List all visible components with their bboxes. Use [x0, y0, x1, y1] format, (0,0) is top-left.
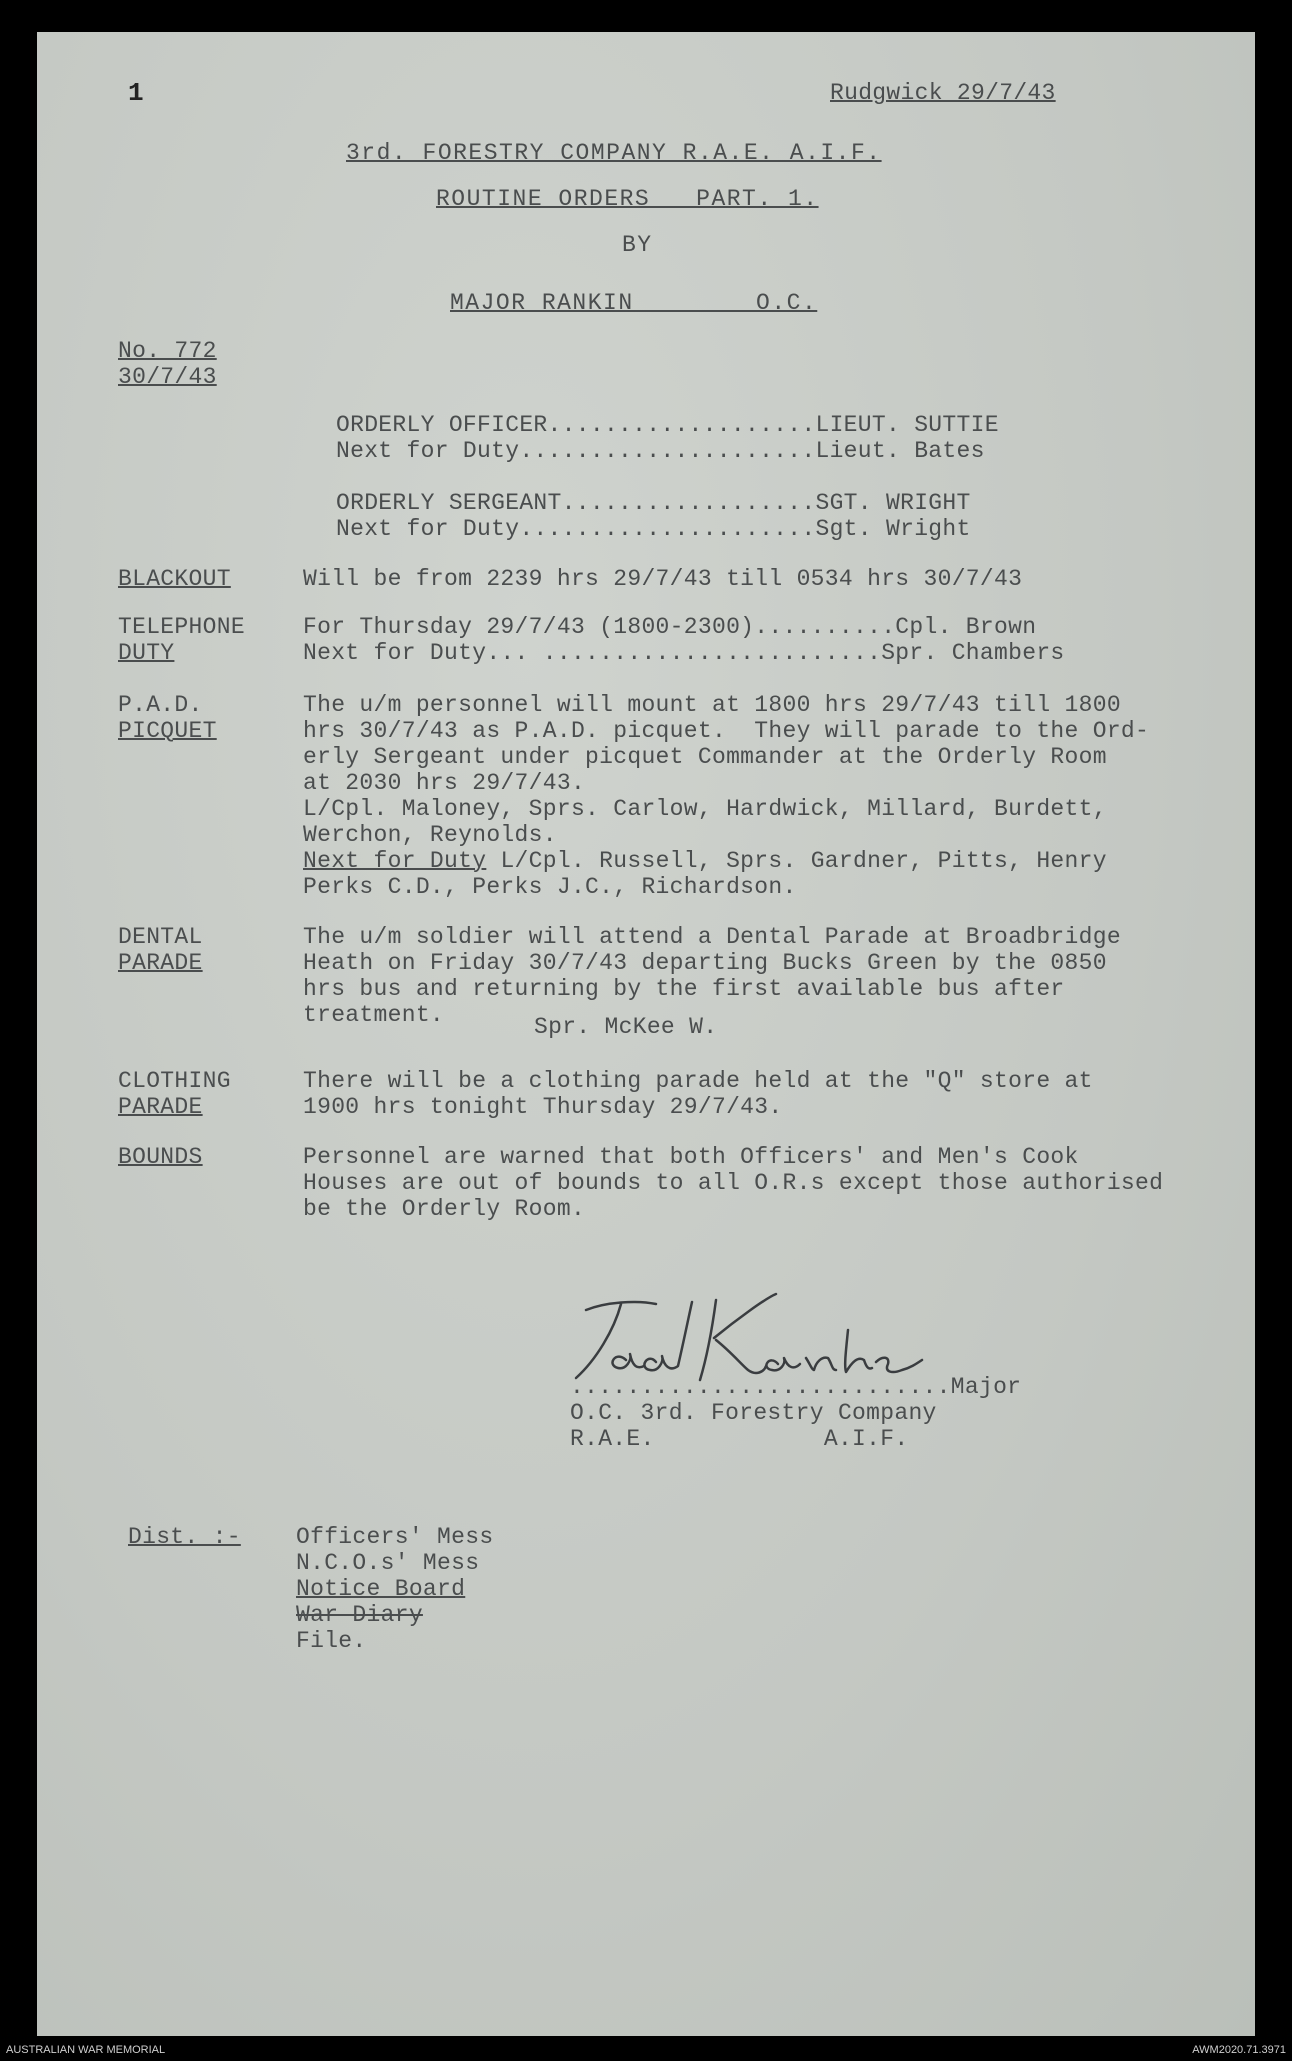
page-mark: 1 [128, 78, 144, 108]
bounds-line-3: be the Orderly Room. [303, 1196, 586, 1222]
pad-next-for-duty [303, 848, 1107, 874]
signature-role: O.C. 3rd. Forestry Company [570, 1400, 937, 1426]
signature-units: R.A.E. A.I.F. [570, 1426, 909, 1452]
section-label-dental: DENTAL [118, 924, 203, 950]
bounds-line-2: Houses are out of bounds to all O.R.s except those authorised [303, 1170, 1164, 1196]
section-label-parade: PARADE [118, 950, 203, 976]
pad-line-6: Werchon, Reynolds. [303, 822, 557, 848]
pad-next-text: L/Cpl. Russell, Sprs. Gardner, Pitts, Henry [486, 848, 1107, 874]
section-label-telephone: TELEPHONE [118, 614, 245, 640]
dental-line-4: treatment. [303, 1002, 445, 1028]
dist-item-officers-mess: Officers' Mess [296, 1524, 494, 1550]
pad-line-5: L/Cpl. Maloney, Sprs. Carlow, Hardwick, Millard, Burdett, [303, 796, 1107, 822]
dist-item-notice-board: Notice Board [296, 1576, 466, 1602]
telephone-line-2: Next for Duty... ........................Spr. Chambers [303, 640, 1065, 666]
pad-line-3: erly Sergeant under picquet Commander at the Orderly Room [303, 744, 1107, 770]
section-label-clothing: CLOTHING [118, 1068, 231, 1094]
dental-line-2: Heath on Friday 30/7/43 departing Bucks Green by the 0850 [303, 950, 1107, 976]
telephone-line-1: For Thursday 29/7/43 (1800-2300)..........Cpl. Brown [303, 614, 1037, 640]
order-date: 30/7/43 [118, 364, 217, 390]
heading-routine-orders: ROUTINE ORDERS PART. 1. [436, 186, 819, 212]
signature-line: ...........................Major [570, 1374, 1022, 1400]
footer-archive-id: AWM2020.71.3971 [1192, 2044, 1286, 2056]
dist-item-ncos-mess: N.C.O.s' Mess [296, 1550, 480, 1576]
pad-line-1: The u/m personnel will mount at 1800 hrs 29/7/43 till 1800 [303, 692, 1121, 718]
dental-line-1: The u/m soldier will attend a Dental Parade at Broadbridge [303, 924, 1121, 950]
duty-orderly-officer: ORDERLY OFFICER...................LIEUT. SUTTIE [336, 412, 999, 438]
dist-item-war-diary: War Diary [296, 1602, 423, 1628]
dental-line-3: hrs bus and returning by the first available bus after [303, 976, 1065, 1002]
section-label-blackout: BLACKOUT [118, 566, 231, 592]
footer-archive-name: AUSTRALIAN WAR MEMORIAL [6, 2044, 166, 2056]
section-label-duty: DUTY [118, 640, 175, 666]
pad-line-4: at 2030 hrs 29/7/43. [303, 770, 586, 796]
heading-by: BY [622, 232, 653, 258]
place-date: Rudgwick 29/7/43 [830, 80, 1056, 106]
pad-next-line-2: Perks C.D., Perks J.C., Richardson. [303, 874, 797, 900]
clothing-line-1: There will be a clothing parade held at the "Q" store at [303, 1068, 1093, 1094]
dist-item-file: File. [296, 1628, 367, 1654]
duty-orderly-sergeant: ORDERLY SERGEANT..................SGT. WRIGHT [336, 490, 971, 516]
heading-company: 3rd. FORESTRY COMPANY R.A.E. A.I.F. [346, 140, 882, 166]
clothing-line-2: 1900 hrs tonight Thursday 29/7/43. [303, 1094, 783, 1120]
section-label-bounds: BOUNDS [118, 1144, 203, 1170]
pad-line-2: hrs 30/7/43 as P.A.D. picquet. They will parade to the Ord- [303, 718, 1150, 744]
distribution-label: Dist. :- [128, 1524, 241, 1550]
duty-next-officer: Next for Duty.....................Lieut. Bates [336, 438, 985, 464]
order-number: No. 772 [118, 338, 217, 364]
duty-next-sergeant: Next for Duty.....................Sgt. Wright [336, 516, 971, 542]
section-label-clothing-parade: PARADE [118, 1094, 203, 1120]
bounds-line-1: Personnel are warned that both Officers' and Men's Cook [303, 1144, 1079, 1170]
blackout-text: Will be from 2239 hrs 29/7/43 till 0534 hrs 30/7/43 [303, 566, 1023, 592]
heading-major: MAJOR RANKIN O.C. [450, 290, 818, 316]
section-label-picquet: PICQUET [118, 718, 217, 744]
dental-soldier-name: Spr. McKee W. [534, 1014, 718, 1040]
section-label-pad: P.A.D. [118, 692, 203, 718]
pad-next-label: Next for Duty [303, 848, 487, 874]
